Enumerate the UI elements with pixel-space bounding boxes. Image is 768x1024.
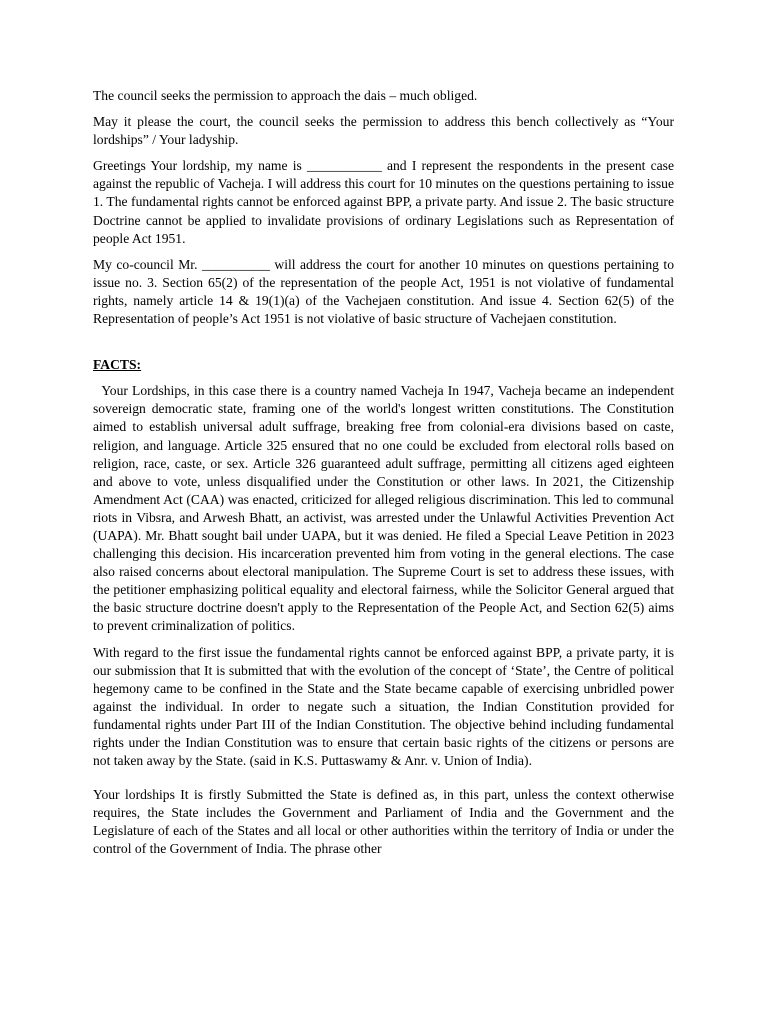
document-page (93, 87, 678, 867)
facts-paragraph-1: Your Lordships, in this case there is a country named Vacheja In 1947, Vacheja became an independent sovereign democratic state, framing one of the world's longest written constitutions. The Constitution aimed to establish universal adult suffrage, breaking free from colonial-era divisions based on caste, religion, and language. Article 325 ensured that no one could be excluded from electoral rolls based on religion, race, caste, or sex. Article 326 guaranteed adult suffrage, permitting all citizens aged eighteen and above to vote, unless disqualified under the Constitution or other laws. In 2021, the Citizenship Amendment Act (CAA) was enacted, criticized for alleged religious discrimination. This led to communal riots in Vibsra, and Arwesh Bhatt, an activist, was arrested under the Unlawful Activities Prevention Act (UAPA). Mr. Bhatt sought bail under UAPA, but it was denied. He filed a Special Leave Petition in 2023 challenging this decision. His incarceration prevented him from voting in the general elections. The case also raised concerns about electoral manipulation. The Supreme Court is set to address these issues, with the petitioner emphasizing political equality and electoral fairness, while the Solicitor General argued that the basic structure doctrine doesn't apply to the Representation of the People Act, and Section 62(5) aims to prevent criminalization of politics. (93, 383, 678, 634)
intro-paragraph-2: May it please the court, the council seeks the permission to address this bench collectively as “Your lordships” / Your ladyship. (93, 114, 674, 148)
intro-paragraph-3: Greetings Your lordship, my name is ___________ and I represent the respondents in the present case against the republic of Vacheja. I will address this court for 10 minutes on the questions pertaining to issue 1. The fundamental rights cannot be enforced against BPP, a private party. And issue 2. The basic structure Doctrine cannot be applied to invalidate provisions of ordinary Legislations such as Representation of people Act 1951. (93, 158, 674, 246)
facts-heading: FACTS: (93, 357, 142, 373)
intro-paragraph-1: The council seeks the permission to approach the dais – much obliged. (93, 88, 478, 103)
facts-paragraph-2: With regard to the first issue the fundamental rights cannot be enforced against BPP, a private party, it is our submission that It is submitted that with the evolution of the concept of ‘State’, the Centre of political hegemony came to be confined in the State and the State became capable of exercising unbridled power against the individual. In order to negate such a situation, the Indian Constitution provided for fundamental rights under Part III of the Indian Constitution. The objective behind including fundamental rights under the Indian Constitution was to ensure that certain basic rights of the citizens or persons are not taken away by the State. (said in K.S. Puttaswamy & Anr. v. Union of India). (93, 644, 674, 769)
facts-paragraph-3: Your lordships It is firstly Submitted the State is defined as, in this part, unless the context otherwise requires, the State includes the Government and Parliament of India and the Government and the Legislature of each of the States and all local or other authorities within the territory of India or under the control of the Government of India. The phrase other (93, 787, 674, 857)
intro-paragraph-4: My co-council Mr. __________ will address the court for another 10 minutes on questions pertaining to issue no. 3. Section 65(2) of the representation of the people Act, 1951 is not violative of fundamental rights, namely article 14 & 19(1)(a) of the Vachejaen constitution. And issue 4. Section 62(5) of the Representation of people’s Act 1951 is not violative of basic structure of Vachejaen constitution. (93, 256, 674, 327)
